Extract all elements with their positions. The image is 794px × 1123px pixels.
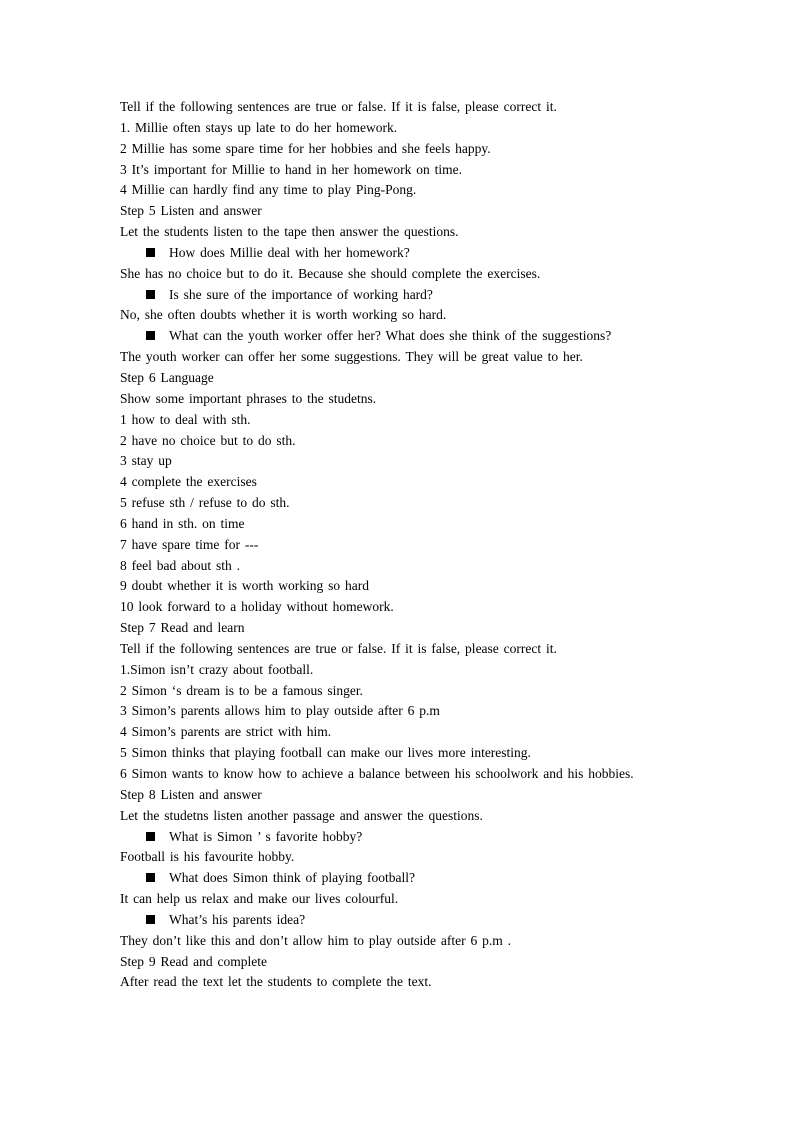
statement-line: 6 Simon wants to know how to achieve a balance between his schoolwork and his hobbies. (120, 766, 634, 781)
instruction-line: After read the text let the students to complete the text. (120, 974, 432, 990)
statement-line: 4 Millie can hardly find any time to play Ping-Pong. (120, 182, 417, 198)
phrase-line: 6 hand in sth. on time (120, 515, 245, 531)
phrase-line: 3 stay up (120, 453, 172, 469)
phrase-line: 10 look forward to a holiday without homework. (120, 599, 394, 615)
answer-line: The youth worker can offer her some suggestions. They will be great value to her. (120, 349, 583, 365)
bullet-question (120, 827, 680, 848)
question-text: What’s his parents idea? (169, 911, 306, 927)
statement-line: 1. Millie often stays up late to do her homework. (120, 119, 398, 135)
instruction-line: Let the students listen to the tape then answer the questions. (120, 224, 459, 240)
statement-line: 3 It’s important for Millie to hand in her homework on time. (120, 161, 462, 177)
step-heading: Step 9 Read and complete (120, 953, 267, 969)
answer-line: Football is his favourite hobby. (120, 849, 295, 865)
bullet-question (120, 868, 680, 889)
instruction-line: Tell if the following sentences are true or false. If it is false, please correct it. (120, 99, 557, 114)
phrase-line: 8 feel bad about sth . (120, 557, 240, 573)
phrase-line: 1 how to deal with sth. (120, 411, 251, 427)
statement-line: 1.Simon isn’t crazy about football. (120, 661, 314, 677)
question-text: How does Millie deal with her homework? (169, 244, 410, 260)
answer-line: No, she often doubts whether it is worth working so hard. (120, 307, 447, 323)
square-bullet-icon (146, 290, 155, 299)
square-bullet-icon (146, 873, 155, 882)
bullet-question (120, 326, 680, 347)
statement-line: 5 Simon thinks that playing football can make our lives more interesting. (120, 745, 531, 761)
bullet-question (120, 243, 680, 264)
bullet-question (120, 910, 680, 931)
statement-line: 3 Simon’s parents allows him to play outside after 6 p.m (120, 703, 440, 719)
step-heading: Step 5 Listen and answer (120, 203, 262, 219)
question-text: What is Simon ’ s favorite hobby? (169, 828, 363, 844)
statement-line: 4 Simon’s parents are strict with him. (120, 724, 332, 740)
step-heading: Step 6 Language (120, 369, 214, 385)
answer-line: She has no choice but to do it. Because she should complete the exercises. (120, 265, 541, 281)
statement-line: 2 Millie has some spare time for her hobbies and she feels happy. (120, 140, 491, 156)
phrase-line: 4 complete the exercises (120, 474, 257, 490)
phrase-line: 7 have spare time for --- (120, 536, 259, 552)
phrase-line: 9 doubt whether it is worth working so hard (120, 578, 369, 594)
instruction-line: Let the studetns listen another passage and answer the questions. (120, 807, 483, 823)
question-text: What can the youth worker offer her? What does she think of the suggestions? (169, 328, 612, 344)
instruction-line: Show some important phrases to the studetns. (120, 390, 377, 406)
question-text: Is she sure of the importance of working hard? (169, 286, 433, 302)
square-bullet-icon (146, 915, 155, 924)
question-text: What does Simon think of playing football? (169, 870, 415, 886)
step-heading: Step 7 Read and learn (120, 620, 245, 636)
instruction-line: Tell if the following sentences are true or false. If it is false, please correct it. (120, 640, 557, 656)
answer-line: It can help us relax and make our lives colourful. (120, 891, 399, 907)
square-bullet-icon (146, 832, 155, 841)
statement-line: 2 Simon ‘s dream is to be a famous singer. (120, 682, 363, 698)
document-body (120, 97, 680, 993)
bullet-question (120, 285, 680, 306)
phrase-line: 5 refuse sth / refuse to do sth. (120, 495, 290, 511)
square-bullet-icon (146, 331, 155, 340)
phrase-line: 2 have no choice but to do sth. (120, 432, 296, 448)
square-bullet-icon (146, 248, 155, 257)
answer-line: They don’t like this and don’t allow him to play outside after 6 p.m . (120, 932, 511, 948)
step-heading: Step 8 Listen and answer (120, 786, 262, 802)
